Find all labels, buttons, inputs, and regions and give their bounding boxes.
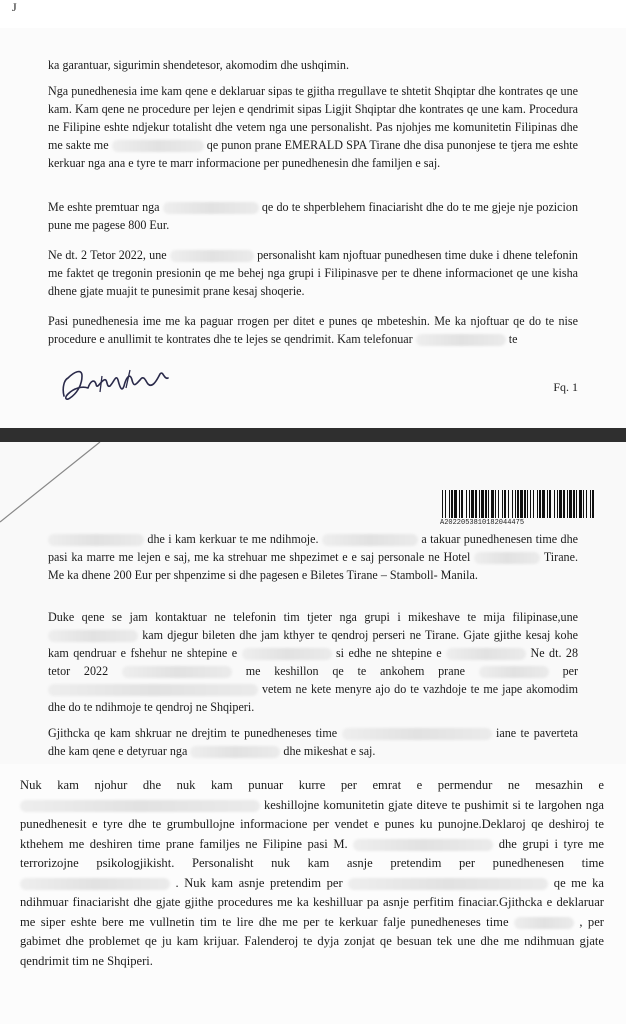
page-corner-shadow — [0, 442, 110, 532]
redacted-name — [348, 878, 548, 890]
redacted-name — [416, 334, 506, 346]
redacted-name — [48, 684, 258, 696]
redacted-name — [474, 552, 540, 564]
paragraph-payment: Pasi punedhenesia ime me ka paguar rrogen per ditet e punes qe mbeteshin. Me ka njoftuar qe do te nise procedure e anullimit te kontrates dhe te lejes se qendrimit. Kam telefonuar te — [48, 314, 578, 346]
redacted-name — [353, 839, 493, 851]
paragraph-retraction: Gjithcka qe kam shkruar ne drejtim te punedheneses time iane te paverteta dhe kam qene e detyruar nga dhe mikeshat e saj. — [48, 726, 579, 758]
redacted-name — [514, 917, 574, 929]
redacted-name — [190, 746, 280, 758]
paragraph-top-line: ka garantuar, sigurimin shendetesor, akomodim dhe ushqimin. — [48, 58, 349, 72]
paragraph-notification: Ne dt. 2 Tetor 2022, une personalisht kam njoftuar punedhesen time duke i dhene telefonin me faktet qe tregonin presionin qe me behej nga grupi i Filipinasve per te dhene informacionet qe une kisha dhene gjate muajit te punesimit prane kesaj shoqerie. — [48, 248, 578, 298]
redacted-name — [48, 534, 144, 546]
paragraph-final-declaration: Nuk kam njohur dhe nuk kam punuar kurre per emrat e permendur ne mesazhin e keshillojne komunitetin gjate diteve te pushimit si te largohen nga punedhenesit e tyre dhe te grumbullojne informacione per vendet e punes ku punojne.Deklaroj qe deshiroj te kthehem me deshiren time prane familjes ne Filipine pasi M. dhe grupi i tyre me terrorizojne psikologjikisht. Personalisht nuk kam asnje pretendim per punedhenesen time . Nuk kam asnje pretendim per qe me ka ndihmuar finaciarisht dhe gjate gjithe procedures me ka keshilluar pa asnje perfitim finaciar.Gjithcka e deklaruar me siper eshte bere me vullnetin tim te lire dhe me per te kerkuar falje punedheneses time , per gabimet dhe problemet qe ju kam krijuar. Falenderoj te dyja zonjat qe besuan tek une dhe me ndihmuan gjate qendrimit tim ne Shqiperi. — [20, 778, 604, 968]
redacted-name — [342, 728, 492, 740]
redacted-name — [242, 648, 332, 660]
redacted-name — [122, 666, 232, 678]
redacted-name — [20, 878, 170, 890]
document-page-2 — [0, 442, 626, 764]
redacted-name — [322, 534, 418, 546]
redacted-name — [479, 666, 549, 678]
document-page-1 — [0, 28, 626, 428]
paragraph-declaration: Nga punedhenesia ime kam qene e deklaruar sipas te gjitha rregullave te shtetit Shqiptar dhe kontrates qe une kam. Kam qene ne procedure per lejen e qendrimit sipas Ligjit Shqiptar dhe kontrates qe une kam. Procedura ne Filipine eshte ndjekur totalisht dhe vetem nga une personalisht. Pas njohjes me komunitetin Filipinas dhe me sakte me qe punon prane EMERALD SPA Tirane dhe disa punonjese te tjera me eshte kerkuar nga ana e tyre te marr informacione per punedhenesin dhe familjen e saj. — [48, 84, 578, 170]
document-page-3 — [0, 764, 626, 1024]
page-divider — [0, 428, 626, 442]
redacted-name — [446, 648, 526, 660]
barcode-bars — [440, 490, 598, 518]
page-number: Fq. 1 — [553, 380, 578, 394]
top-text-fragment: J — [12, 0, 17, 14]
barcode — [440, 490, 598, 527]
handwritten-signature — [60, 358, 180, 413]
redacted-name — [20, 800, 260, 812]
redacted-name — [112, 140, 204, 152]
barcode-number: A2022053810182044475 — [440, 519, 525, 527]
redacted-name — [48, 630, 138, 642]
paragraph-promise: Me eshte premtuar nga qe do te shperblehem finaciarisht dhe do te me gjeje nje pozicion pune me pagese 800 Eur. — [48, 200, 578, 232]
paragraph-contacted: Duke qene se jam kontaktuar ne telefonin tim tjeter nga grupi i mikeshave te mija filipinase,une kam djegur bileten dhe jam kthyer te qendroj perseri ne Tirane. Gjate gjithe kesaj kohe kam qendruar e fshehur ne shtepine e si edhe ne shtepine e Ne dt. 28 tetor 2022 me keshillon qe te ankohem prane per vetem ne kete menyre ajo do te vazhdoje te me jape akomodim dhe do te ndihmoje te qendroj ne Shqiperi. — [48, 610, 579, 714]
redacted-name — [170, 250, 254, 262]
paragraph-help-request: dhe i kam kerkuar te me ndihmoje. a takuar punedhenesen time dhe pasi ka marre me lejen e saj, me ka strehuar me shpezimet e e saj personale ne Hotel Tirane. Me ka dhene 200 Eur per shpenzime si dhe pagesen e Biletes Tirane – Stamboll- Manila. — [48, 532, 579, 582]
redacted-name — [163, 202, 259, 214]
